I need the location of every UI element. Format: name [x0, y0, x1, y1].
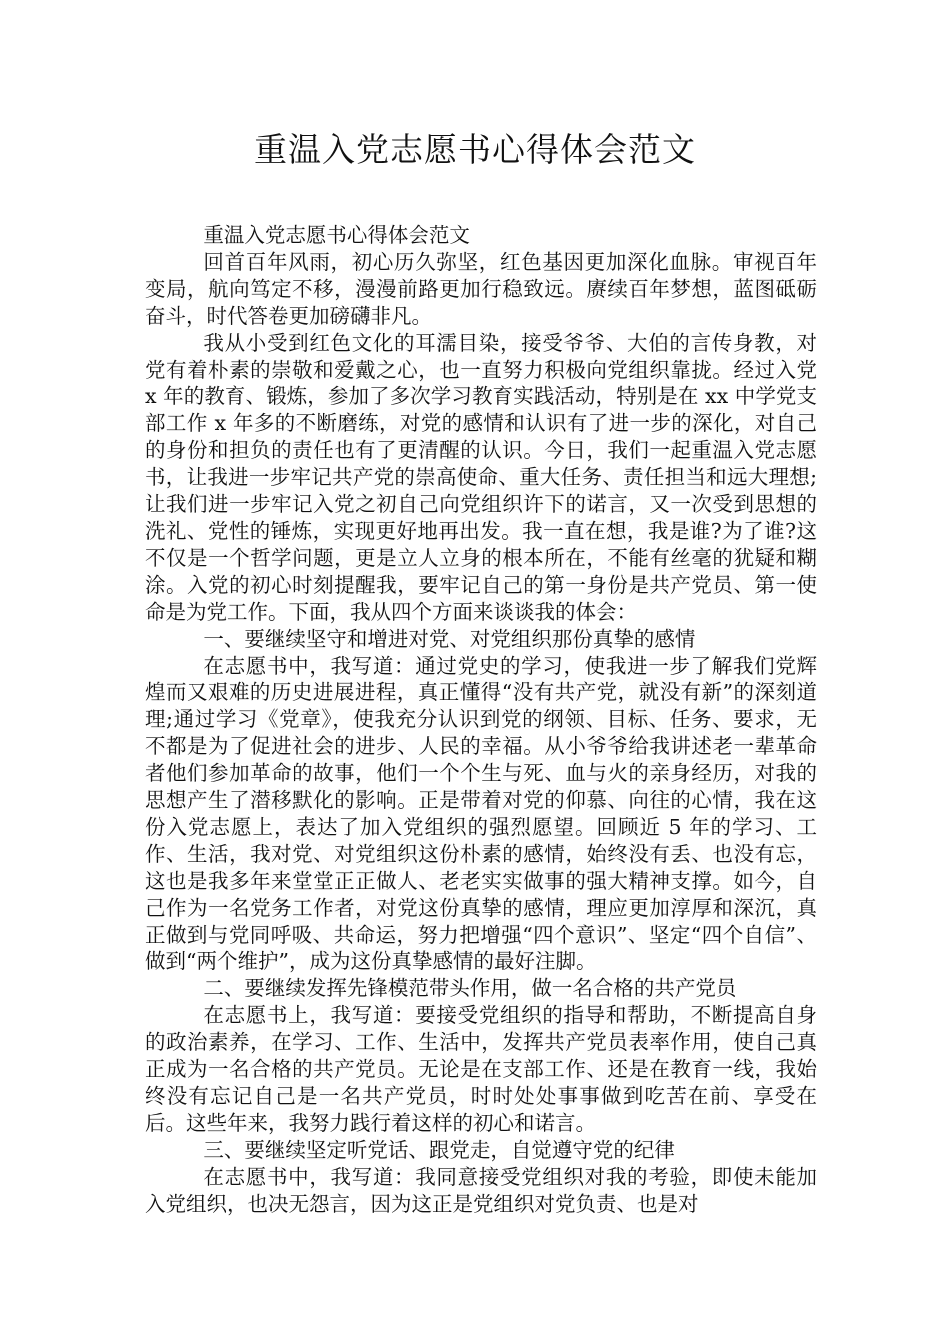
paragraph-subtitle: 重温入党志愿书心得体会范文 — [203, 223, 470, 247]
document-title: 重温入党志愿书心得体会范文 — [254, 130, 696, 169]
paragraph-intro: 回首百年风雨，初心历久弥坚，红色基因更加深化血脉。审视百年变局，航向笃定不移，漫漫前路更加行稳致远。赓续百年梦想，蓝图砥砺奋斗，时代答卷更加磅礴非凡。 — [145, 249, 817, 328]
paragraph-background: 我从小受到红色文化的耳濡目染，接受爷爷、大伯的言传身教，对党有着朴素的崇敬和爱戴之心，也一直努力积极向党组织靠拢。经过入党 x 年的教育、锻炼，参加了多次学习教育实践活动，特别是在 xx 中学党支部工作 x 年多的不断磨练，对党的感情和认识有了进一步的深化，对自己的身份和担负的责任也有了更清醒的认识。今日，我们一起重温入党志愿书，让我进一步牢记共产党的崇高使命、重大任务、责任担当和远大理想;让我们进一步牢记入党之初自己向党组织许下的诺言，又一次受到思想的洗礼、党性的锤炼，实现更好地再出发。我一直在想，我是谁?为了谁?这不仅是一个哲学问题，更是立人立身的根本所在，不能有丝毫的犹疑和糊涂。入党的初心时刻提醒我，要牢记自己的第一身份是共产党员、第一使命是为党工作。下面，我从四个方面来谈谈我的体会： — [145, 330, 817, 624]
section-heading-1: 一、要继续坚守和增进对党、对党组织那份真挚的感情 — [203, 626, 696, 651]
section-heading-2: 二、要继续发挥先锋模范带头作用，做一名合格的共产党员 — [203, 976, 737, 1001]
paragraph-section-2: 在志愿书上，我写道：要接受党组织的指导和帮助，不断提高自身的政治素养，在学习、工作、生活中，发挥共产党员表率作用，使自己真正成为一名合格的共产党员。无论是在支部工作、还是在教育一线，我始终没有忘记自己是一名共产党员，时时处处事事做到吃苦在前、享受在后。这些年来，我努力践行着这样的初心和诺言。 — [145, 1003, 817, 1135]
document-body — [145, 222, 817, 1218]
paragraph-section-1: 在志愿书中，我写道：通过党史的学习，使我进一步了解我们党辉煌而又艰难的历史进展进程，真正懂得“没有共产党，就没有新”的深刻道理;通过学习《党章》，使我充分认识到党的纲领、目标、任务、要求，无不都是为了促进社会的进步、人民的幸福。从小爷爷给我讲述老一辈革命者他们参加革命的故事，他们一个个生与死、血与火的亲身经历，对我的思想产生了潜移默化的影响。正是带着对党的仰慕、向往的心情，我在这份入党志愿上，表达了加入党组织的强烈愿望。回顾近 5 年的学习、工作、生活，我对党、对党组织这份朴素的感情，始终没有丢、也没有忘，这也是我多年来堂堂正正做人、老老实实做事的强大精神支撑。如今，自己作为一名党务工作者，对党这份真挚的感情，理应更加淳厚和深沉，真正做到与党同呼吸、共命运，努力把增强“四个意识”、坚定“四个自信”、做到“两个维护”，成为这份真挚感情的最好注脚。 — [145, 653, 817, 974]
paragraph-section-3: 在志愿书中，我写道：我同意接受党组织对我的考验，即使未能加入党组织，也决无怨言，因为这正是党组织对党负责、也是对 — [145, 1164, 817, 1216]
section-heading-3: 三、要继续坚定听党话、跟党走，自觉遵守党的纪律 — [203, 1137, 675, 1162]
